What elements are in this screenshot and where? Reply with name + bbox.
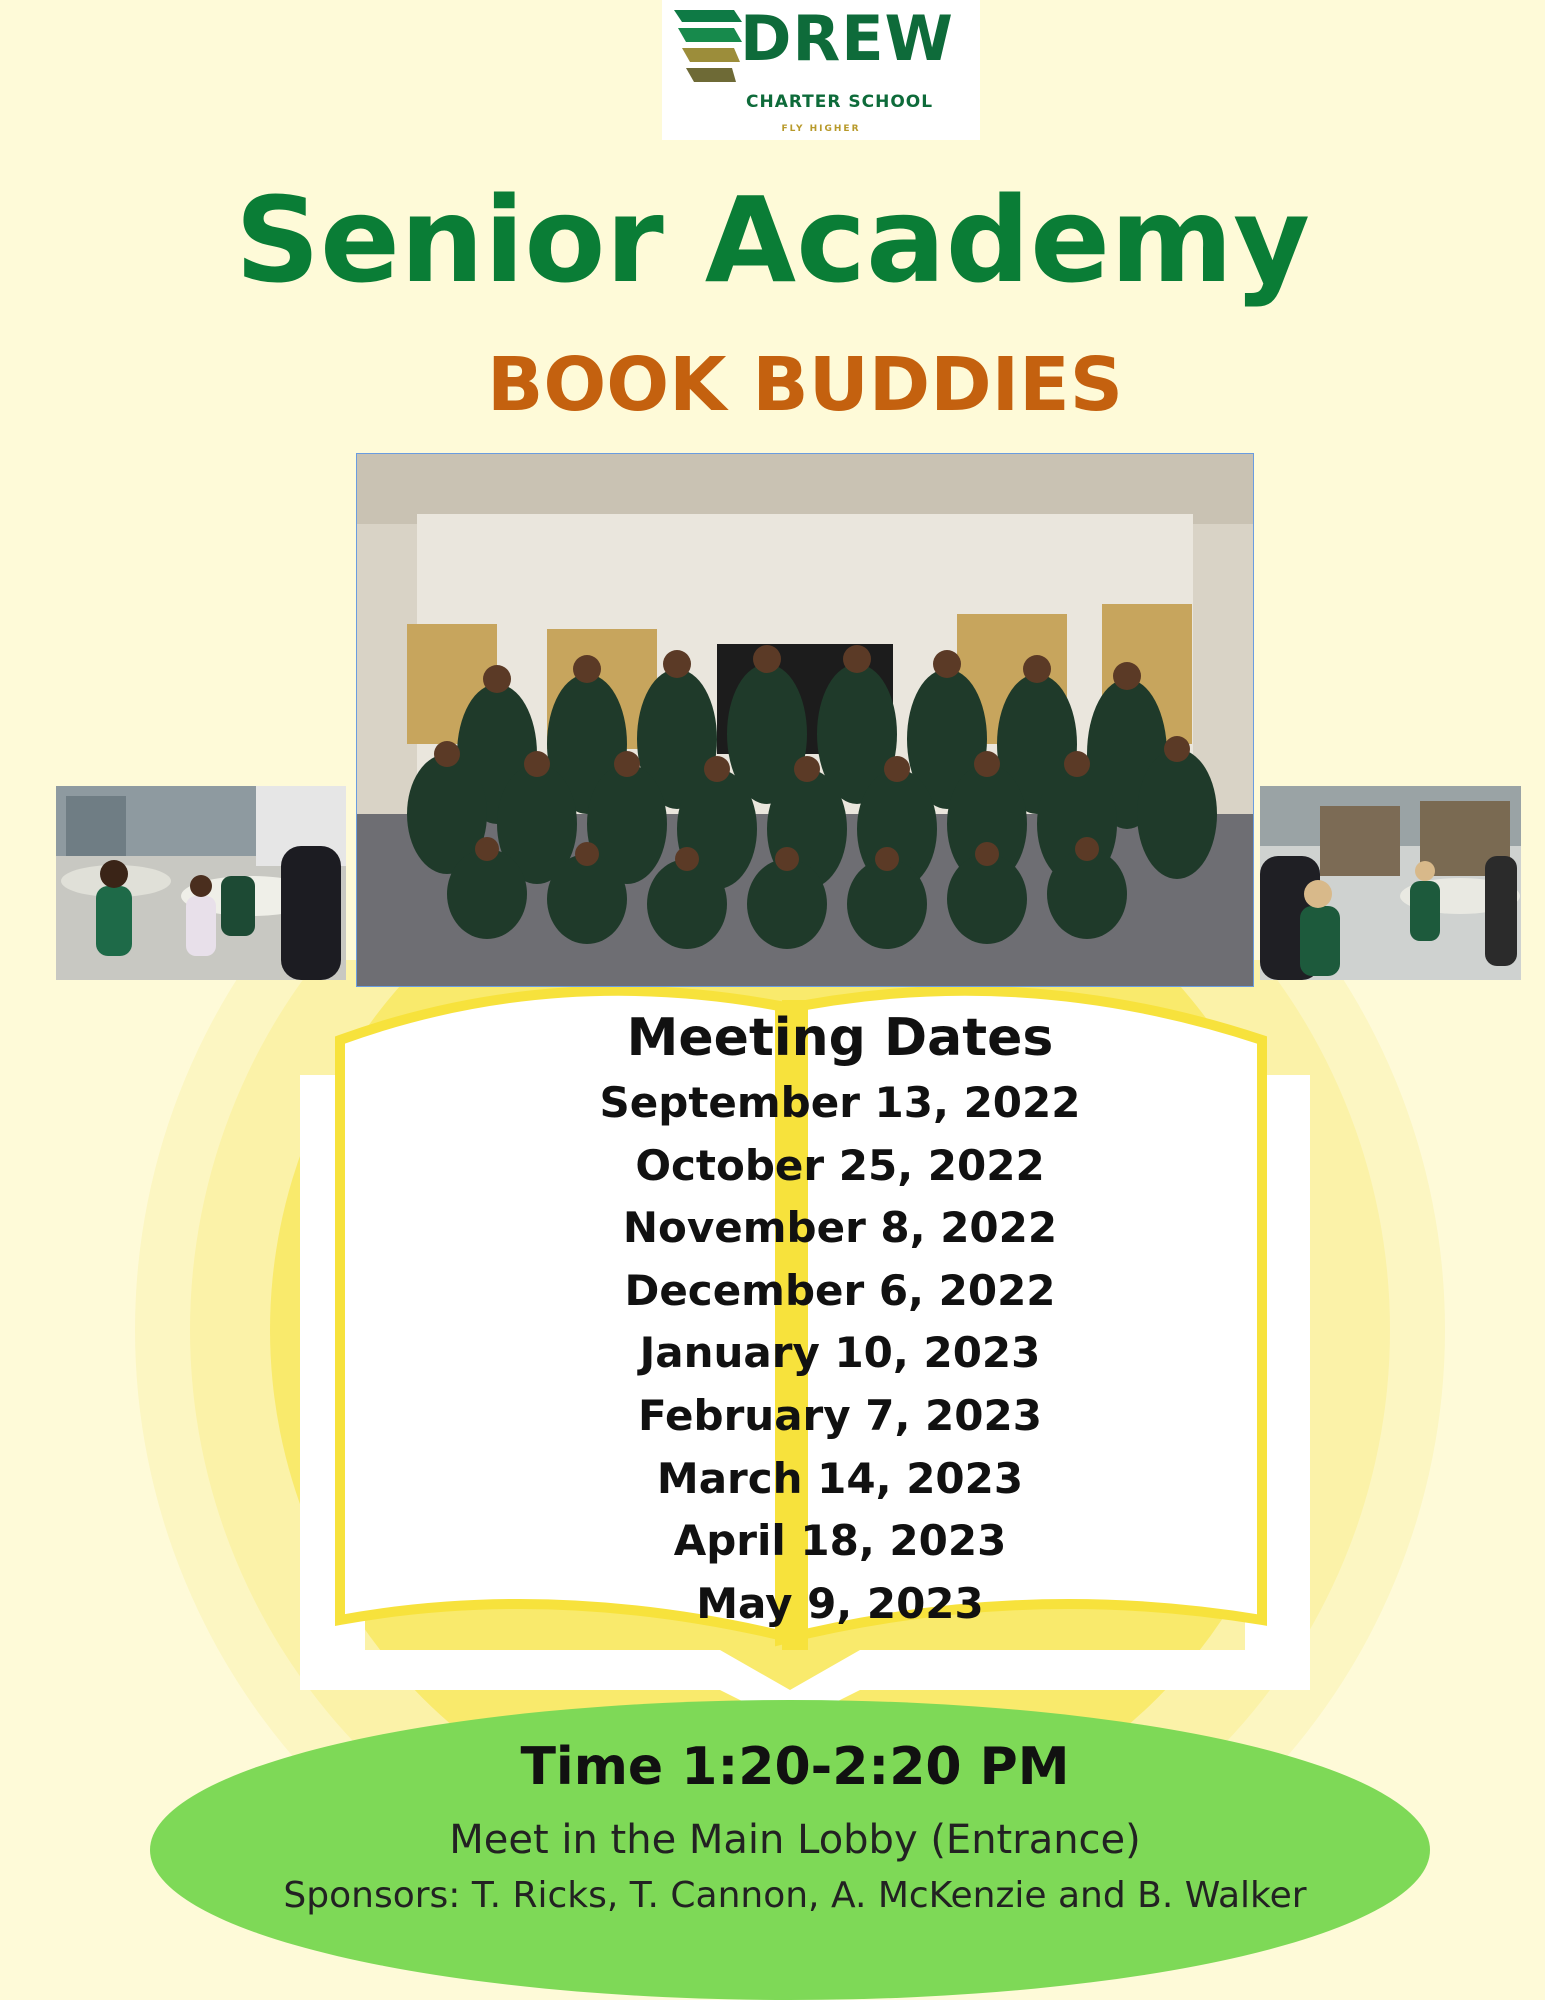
left-photo	[56, 786, 346, 980]
meeting-time: Time 1:20-2:20 PM	[520, 1737, 1070, 1797]
meeting-date: March 14, 2023	[656, 1453, 1024, 1503]
school-logo	[662, 0, 980, 140]
meeting-date: October 25, 2022	[635, 1140, 1045, 1190]
meeting-date: January 10, 2023	[639, 1328, 1041, 1378]
logo-subtitle: CHARTER SCHOOL	[746, 92, 934, 112]
logo-tagline: FLY HIGHER	[781, 124, 861, 134]
meeting-date: February 7, 2023	[638, 1390, 1042, 1440]
meeting-date: December 6, 2022	[624, 1265, 1056, 1315]
wing-logo-icon	[672, 6, 742, 86]
logo-wordmark: DREW	[740, 2, 954, 75]
meeting-dates-list	[560, 1072, 1120, 1635]
sponsors-list: Sponsors: T. Ricks, T. Cannon, A. McKenzie and B. Walker	[283, 1875, 1307, 1916]
page-title: Senior Academy	[234, 171, 1311, 309]
meeting-date: September 13, 2022	[599, 1078, 1081, 1127]
group-photo	[356, 453, 1254, 987]
meeting-date: November 8, 2022	[622, 1203, 1058, 1253]
page-subtitle: BOOK BUDDIES	[486, 342, 1124, 428]
right-photo	[1260, 786, 1521, 980]
meeting-dates-heading: Meeting Dates	[626, 1008, 1054, 1068]
meeting-date: May 9, 2023	[696, 1578, 984, 1628]
meeting-date: April 18, 2023	[673, 1516, 1007, 1566]
meeting-location: Meet in the Main Lobby (Entrance)	[449, 1817, 1141, 1863]
